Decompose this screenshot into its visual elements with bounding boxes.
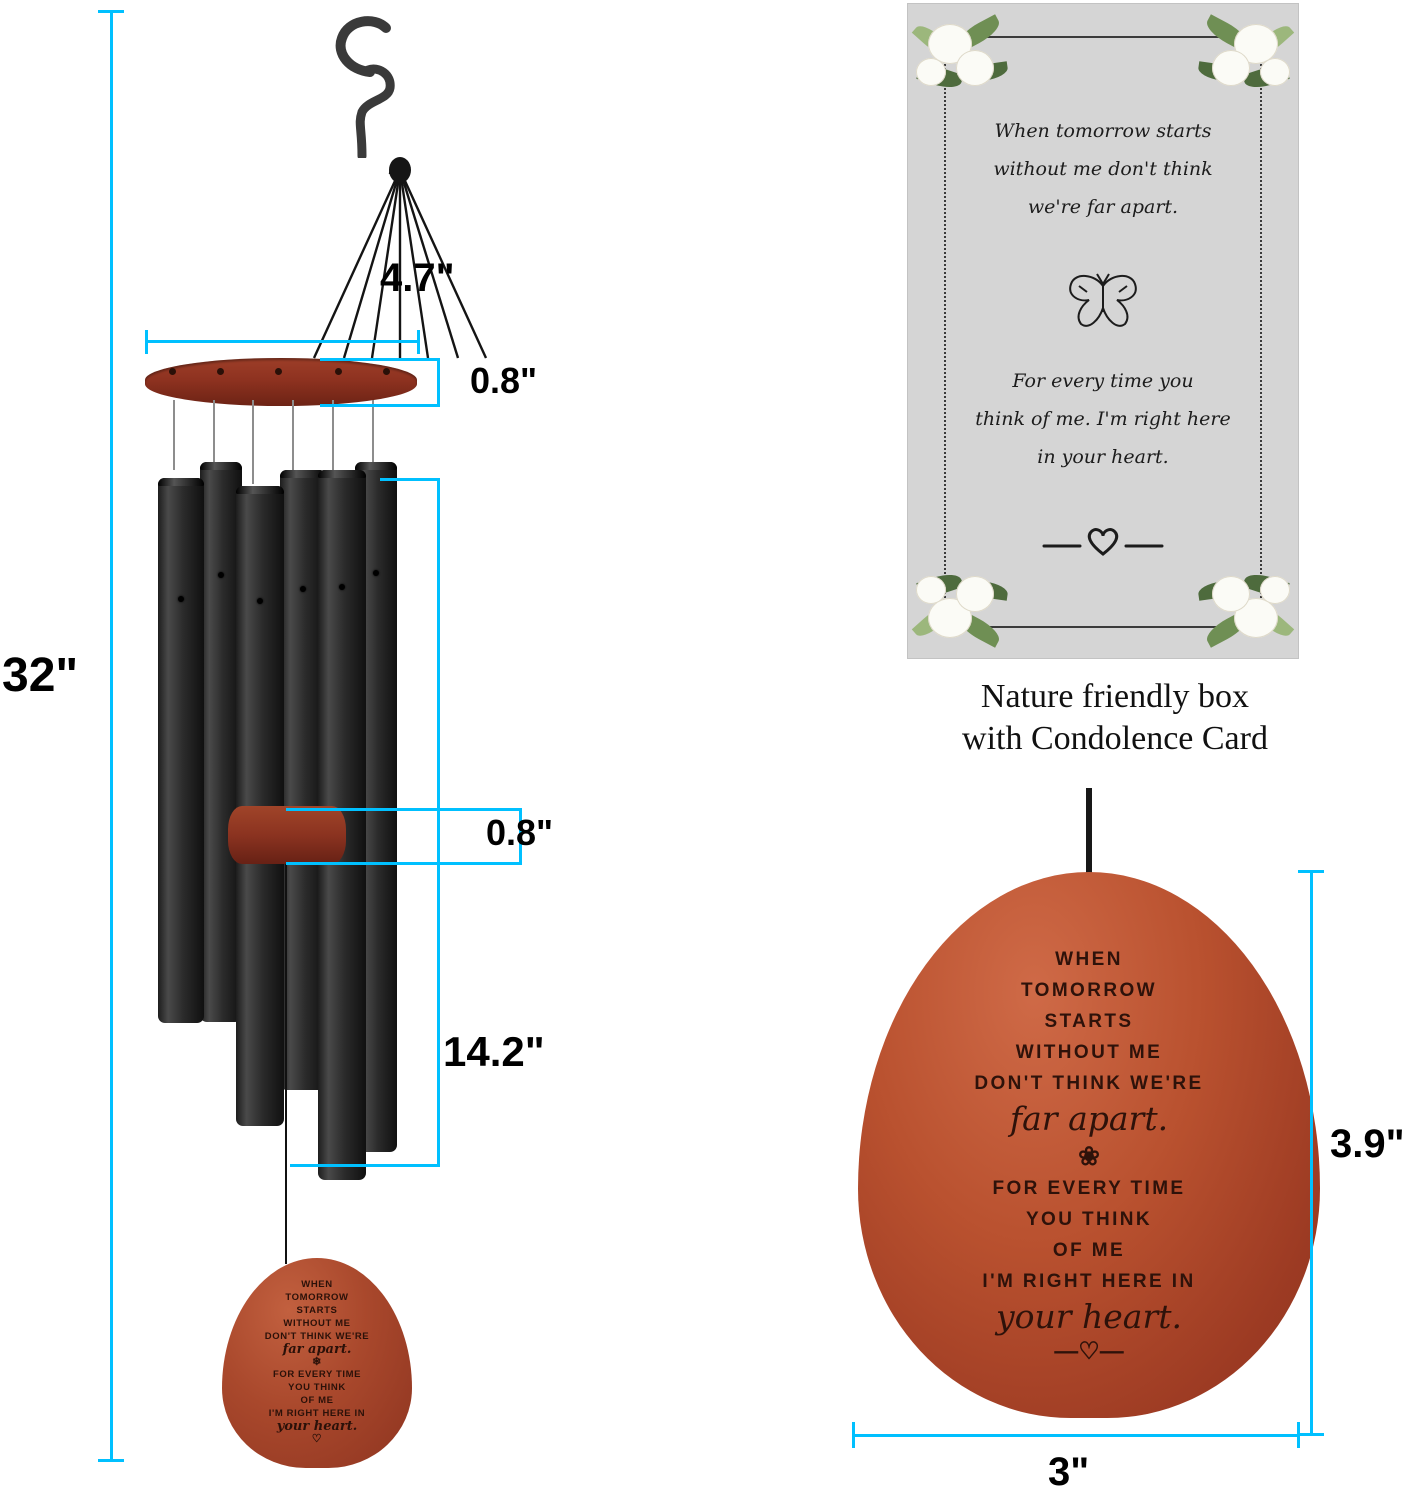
heart-divider-icon: —♡— [1054,1338,1124,1365]
dimension-leader-disc-top [320,358,440,361]
dimension-label-sail-height: 3.9" [1330,1122,1405,1166]
card-verse-line: think of me. I'm right here [975,408,1231,430]
sail-line: YOU THINK [288,1382,346,1393]
dimension-leader-striker-top [286,808,522,811]
chime-tube [158,478,204,1023]
wind-sail-small-text [222,1278,412,1445]
card-verse-line: without me don't think [993,158,1213,180]
sail-line: FOR EVERY TIME [272,1369,362,1380]
butterfly-icon: ❄ [312,1356,322,1368]
sail-line: FOR EVERY TIME [992,1178,1186,1199]
dimension-line-sail-height [1310,870,1313,1436]
tube-hanger-wire [252,400,254,484]
tube-hanger-wire [372,400,374,462]
card-verse-bottom [938,362,1268,476]
sail-line: YOU THINK [1025,1209,1153,1230]
sail-line: WHEN [301,1279,333,1290]
top-wood-disc [145,358,417,406]
card-verse-line: For every time you [1012,370,1194,392]
sail-line: I'M RIGHT HERE IN [268,1408,366,1419]
dimension-label-tube-length: 14.2" [443,1028,545,1075]
tube-hanger-wire [213,400,215,462]
dimension-line-disc-diameter [145,340,420,343]
hanging-strings [300,140,500,370]
sail-line: DON'T THINK WE'RE [974,1073,1204,1094]
card-verse-line: we're far apart. [1027,196,1179,218]
dimension-tick-right [1297,1422,1300,1448]
sail-script-line: far apart. [282,1342,352,1357]
dimension-leader-tube-top [380,478,440,481]
dimension-tick-left [852,1422,855,1448]
caption-line-1: Nature friendly box [980,678,1250,715]
sail-line: I'M RIGHT HERE IN [982,1271,1196,1292]
dimension-label-disc-thickness: 0.8" [470,360,538,401]
sail-script-line: your heart. [995,1297,1182,1336]
sail-line: WHEN [1055,949,1123,970]
card-verse-line: in your heart. [1037,446,1169,468]
sail-line: OF ME [1052,1240,1126,1261]
dimension-tick-top [98,10,124,13]
wind-chime-illustration [100,0,660,1500]
dimension-line-disc-thickness [437,358,440,404]
sail-script-line: far apart. [1009,1099,1169,1138]
dimension-tick-bottom [1298,1433,1324,1436]
wind-sail-large-text [858,944,1320,1367]
dimension-leader-striker-bottom [286,862,522,865]
floral-corner-icon [1186,6,1296,116]
dimension-line-sail-width [852,1434,1300,1437]
dimension-tick-left [145,330,148,354]
card-verse-line: When tomorrow starts [994,120,1212,142]
dimension-label-overall-length: 32" [2,649,79,702]
dimension-tick-top [1298,870,1324,873]
tube-hanger-wire [173,400,175,470]
dimension-tick-bottom [98,1459,124,1462]
dimension-leader-tube-bottom [290,1164,440,1167]
dimension-leader-disc-bottom [320,404,440,407]
sail-line: TOMORROW [285,1292,349,1303]
tube-hanger-wire [292,400,294,470]
butterfly-icon: ❀ [1078,1141,1100,1171]
condolence-card [908,4,1298,658]
sail-string [285,864,287,1264]
sail-cord [1086,788,1092,876]
sail-line: WITHOUT ME [283,1318,351,1329]
wind-sail-small [222,1258,412,1468]
card-verse-top [938,112,1268,226]
caption-block [880,676,1350,760]
floral-corner-icon [910,546,1020,656]
sail-line: OF ME [300,1395,334,1406]
caption-line-2: with Condolence Card [962,720,1268,757]
dimension-line-tube-length [437,478,440,1166]
heart-divider-icon: ♡ [311,1433,323,1445]
hanging-hook-icon [328,8,418,148]
dimension-label-disc-diameter: 4.7" [380,256,455,300]
wind-sail-large [858,872,1320,1418]
floral-corner-icon [910,6,1020,116]
wind-sail-detail [840,780,1360,1480]
dimension-label-striker-thickness: 0.8" [486,812,554,853]
wood-striker [228,806,346,864]
dimension-tick-right [417,330,420,354]
dimension-line-overall [110,10,113,1462]
tube-hanger-wire [332,400,334,478]
sail-line: TOMORROW [1020,980,1157,1001]
sail-line: STARTS [1044,1011,1134,1032]
floral-corner-icon [1186,546,1296,656]
sail-line: WITHOUT ME [1015,1042,1163,1063]
butterfly-icon [1065,272,1141,330]
sail-line: STARTS [296,1305,338,1316]
sail-line: DON'T THINK WE'RE [264,1331,370,1342]
sail-script-line: your heart. [276,1419,358,1434]
dimension-label-sail-width: 3" [1048,1450,1090,1494]
